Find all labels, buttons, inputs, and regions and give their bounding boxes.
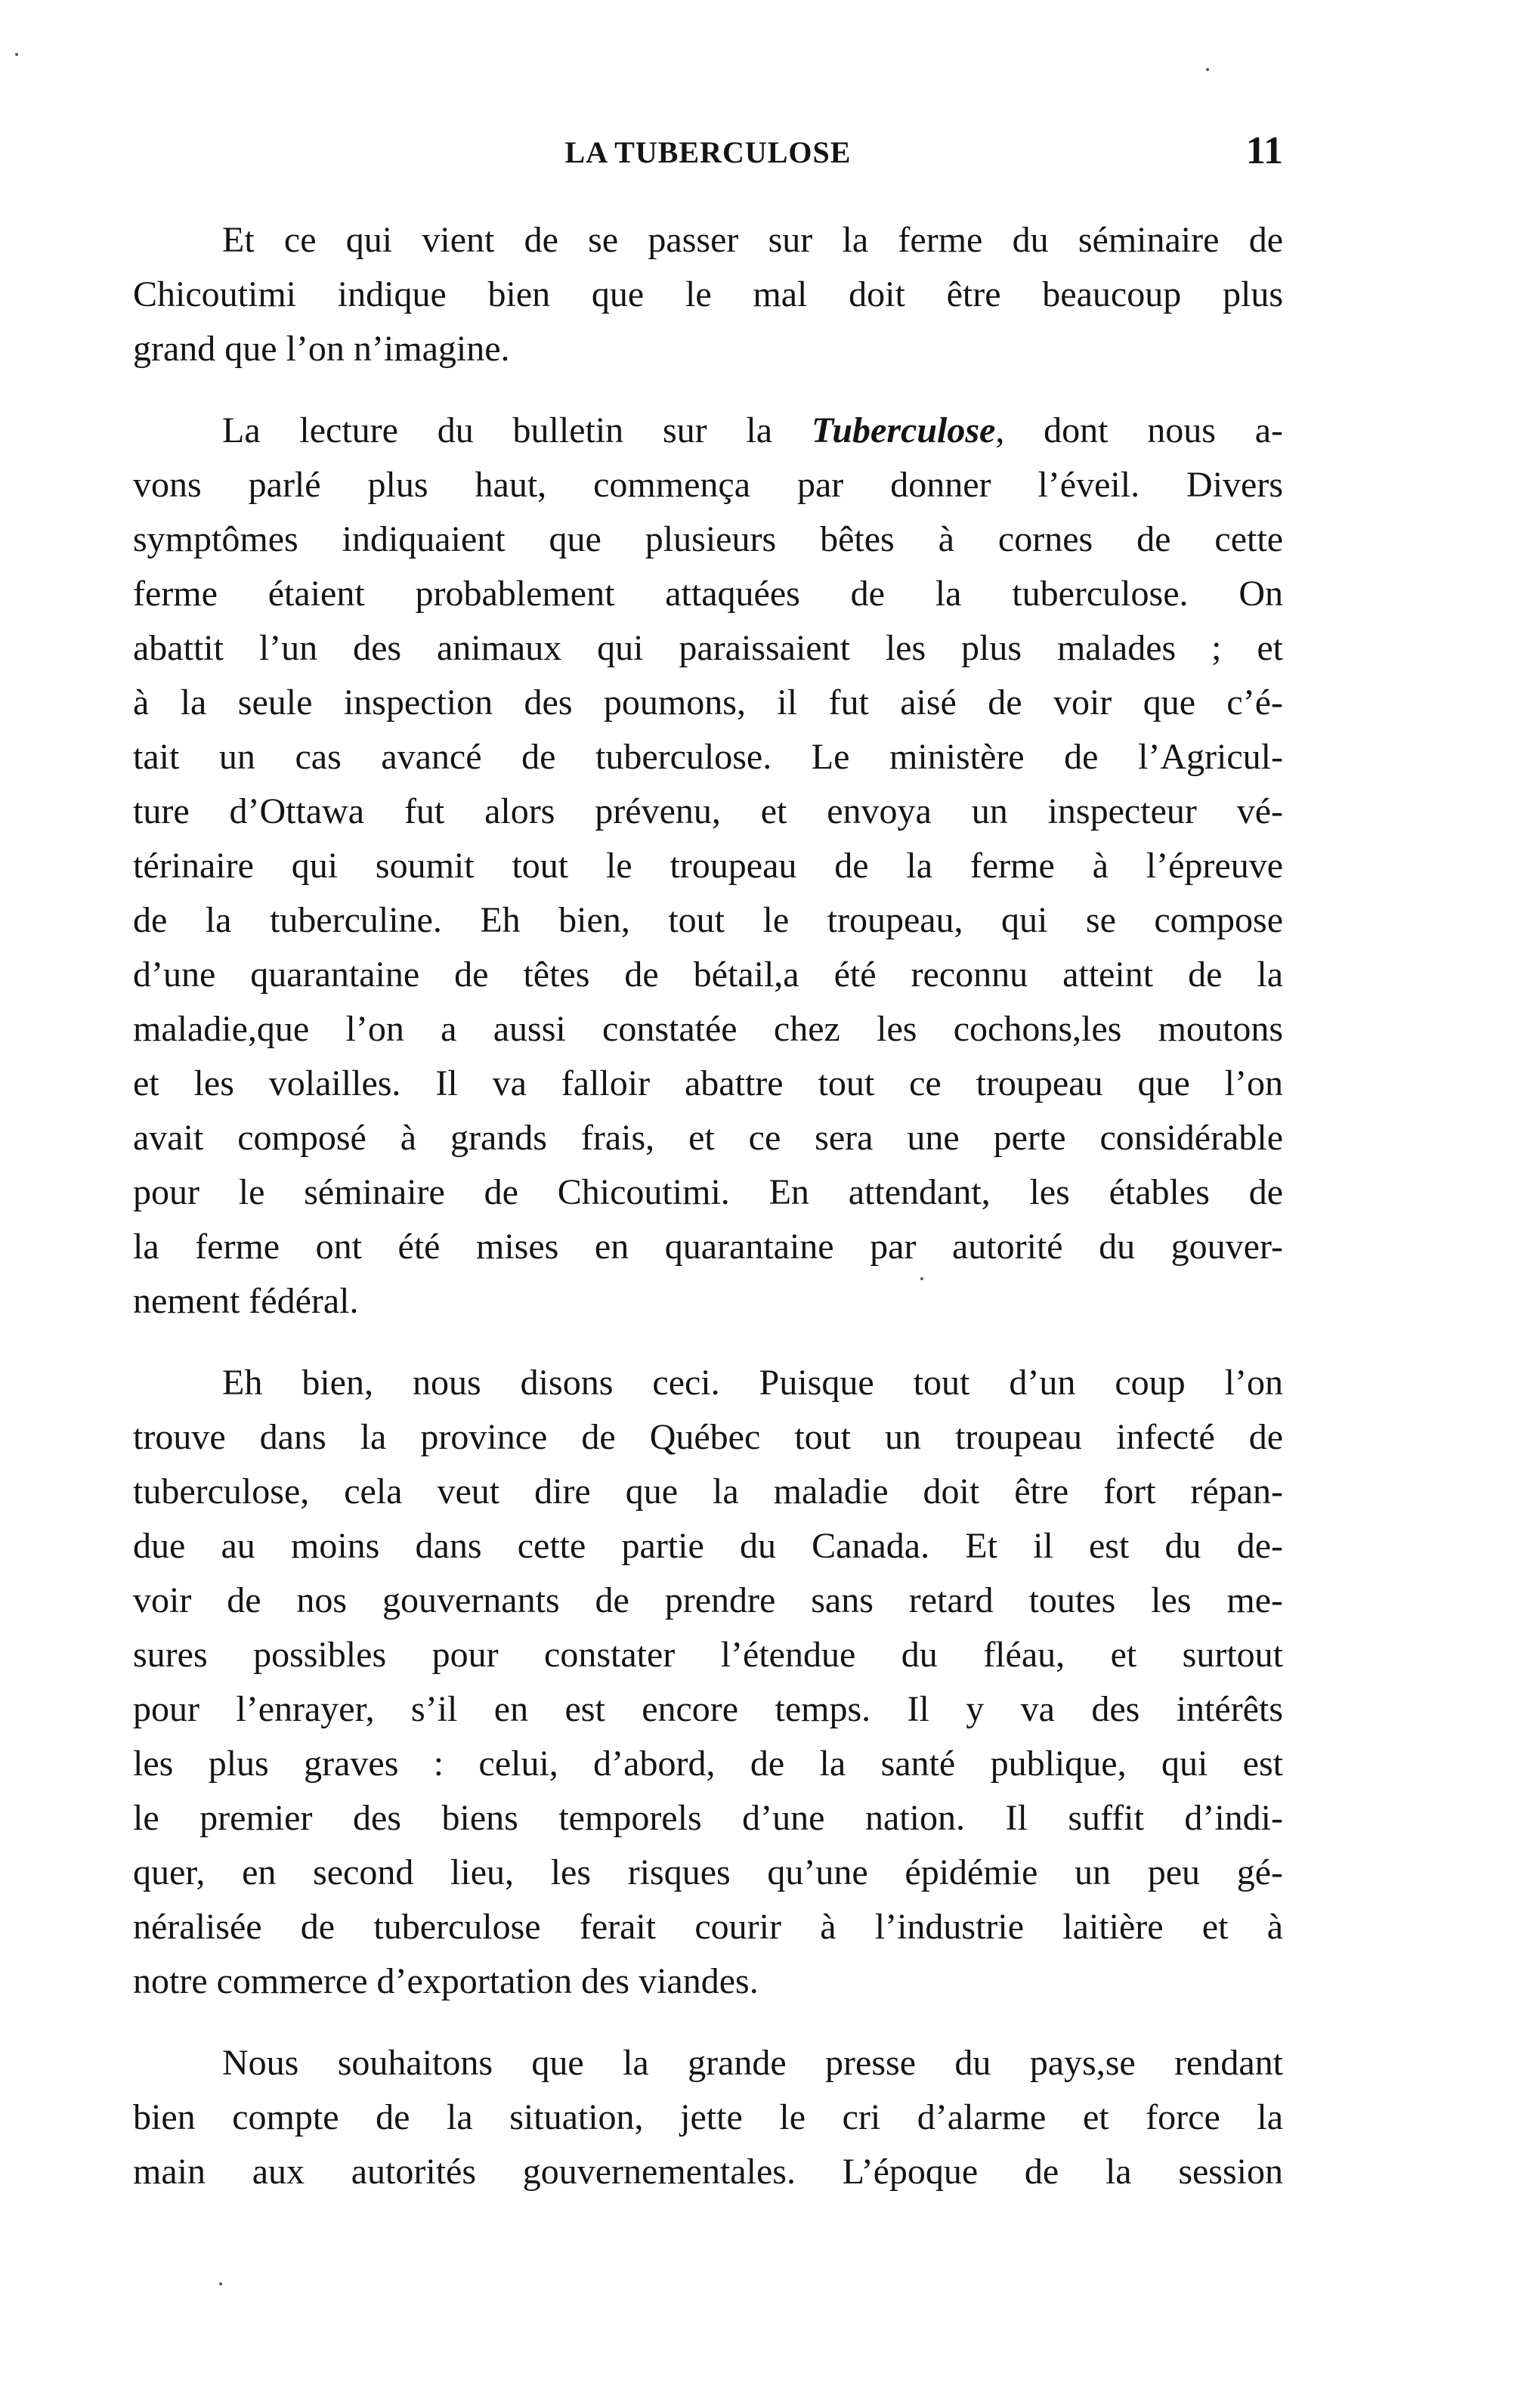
text-line: pour le séminaire de Chicoutimi. En attendant, les étables de — [133, 1172, 1283, 1212]
text-line: à la seule inspection des poumons, il fut aisé de voir que c’é- — [133, 682, 1283, 723]
text-fragment: La lecture du bulletin sur la — [222, 410, 812, 450]
text-line: abattit l’un des animaux qui paraissaient les plus malades ; et — [133, 628, 1283, 668]
text-line: tuberculose, cela veut dire que la maladie doit être fort répan- — [133, 1471, 1283, 1512]
paragraph-1 — [133, 213, 1283, 376]
page-number: 11 — [1245, 129, 1283, 172]
scan-speck — [219, 2282, 222, 2285]
text-line: ture d’Ottawa fut alors prévenu, et envoya un inspecteur vé- — [133, 791, 1283, 831]
text-line: sures possibles pour constater l’étendue du fléau, et surtout — [133, 1635, 1283, 1675]
text-line: pour l’enrayer, s’il en est encore temps. Il y va des intérêts — [133, 1689, 1283, 1729]
text-line: trouve dans la province de Québec tout un troupeau infecté de — [133, 1417, 1283, 1457]
text-line: quer, en second lieu, les risques qu’une épidémie un peu gé- — [133, 1852, 1283, 1892]
body-text — [133, 213, 1283, 2199]
scan-speck — [15, 53, 18, 56]
text-line: le premier des biens temporels d’une nation. Il suffit d’indi- — [133, 1798, 1283, 1838]
text-line: Nous souhaitons que la grande presse du pays,se rendant — [222, 2043, 1283, 2083]
text-line: due au moins dans cette partie du Canada. Et il est du de- — [133, 1526, 1283, 1566]
text-line: de la tuberculine. Eh bien, tout le troupeau, qui se compose — [133, 900, 1283, 940]
paragraph-4 — [133, 2036, 1283, 2199]
paragraph-3 — [133, 1356, 1283, 2009]
text-line: grand que l’on n’imagine. — [133, 329, 510, 369]
scan-speck — [1206, 68, 1209, 71]
scan-speck — [920, 1277, 923, 1280]
text-line: nement fédéral. — [133, 1281, 359, 1321]
italic-title: Tuberculose — [811, 410, 996, 450]
text-line: Chicoutimi indique bien que le mal doit être beaucoup plus — [133, 274, 1283, 314]
text-line: les plus graves : celui, d’abord, de la santé publique, qui est — [133, 1744, 1283, 1784]
text-line: d’une quarantaine de têtes de bétail,a été reconnu atteint de la — [133, 955, 1283, 995]
text-line: voir de nos gouvernants de prendre sans retard toutes les me- — [133, 1580, 1283, 1620]
running-title: LA TUBERCULOSE — [564, 135, 852, 169]
text-line: térinaire qui soumit tout le troupeau de la ferme à l’épreuve — [133, 846, 1283, 886]
text-line: Et ce qui vient de se passer sur la ferme du séminaire de — [222, 220, 1283, 260]
text-line: ferme étaient probablement attaquées de la tuberculose. On — [133, 574, 1283, 614]
text-line: la ferme ont été mises en quarantaine par autorité du gouver- — [133, 1227, 1283, 1267]
text-line: Eh bien, nous disons ceci. Puisque tout d’un coup l’on — [222, 1363, 1283, 1403]
text-line: maladie,que l’on a aussi constatée chez les cochons,les moutons — [133, 1009, 1283, 1049]
text-line-with-italic — [133, 404, 1283, 458]
text-line: symptômes indiquaient que plusieurs bêtes à cornes de cette — [133, 519, 1283, 559]
text-line: main aux autorités gouvernementales. L’époque de la session — [133, 2152, 1283, 2192]
text-fragment: , dont nous a- — [995, 410, 1283, 450]
text-line: notre commerce d’exportation des viandes. — [133, 1961, 759, 2001]
text-line: tait un cas avancé de tuberculose. Le ministère de l’Agricul- — [133, 737, 1283, 777]
running-header — [133, 129, 1283, 187]
text-line: vons parlé plus haut, commença par donner l’éveil. Divers — [133, 465, 1283, 505]
text-line: néralisée de tuberculose ferait courir à l’industrie laitière et à — [133, 1907, 1283, 1947]
paragraph-2 — [133, 404, 1283, 1329]
text-line: bien compte de la situation, jette le cri d’alarme et force la — [133, 2097, 1283, 2137]
text-line: avait composé à grands frais, et ce sera une perte considérable — [133, 1118, 1283, 1158]
text-line: et les volailles. Il va falloir abattre tout ce troupeau que l’on — [133, 1063, 1283, 1103]
